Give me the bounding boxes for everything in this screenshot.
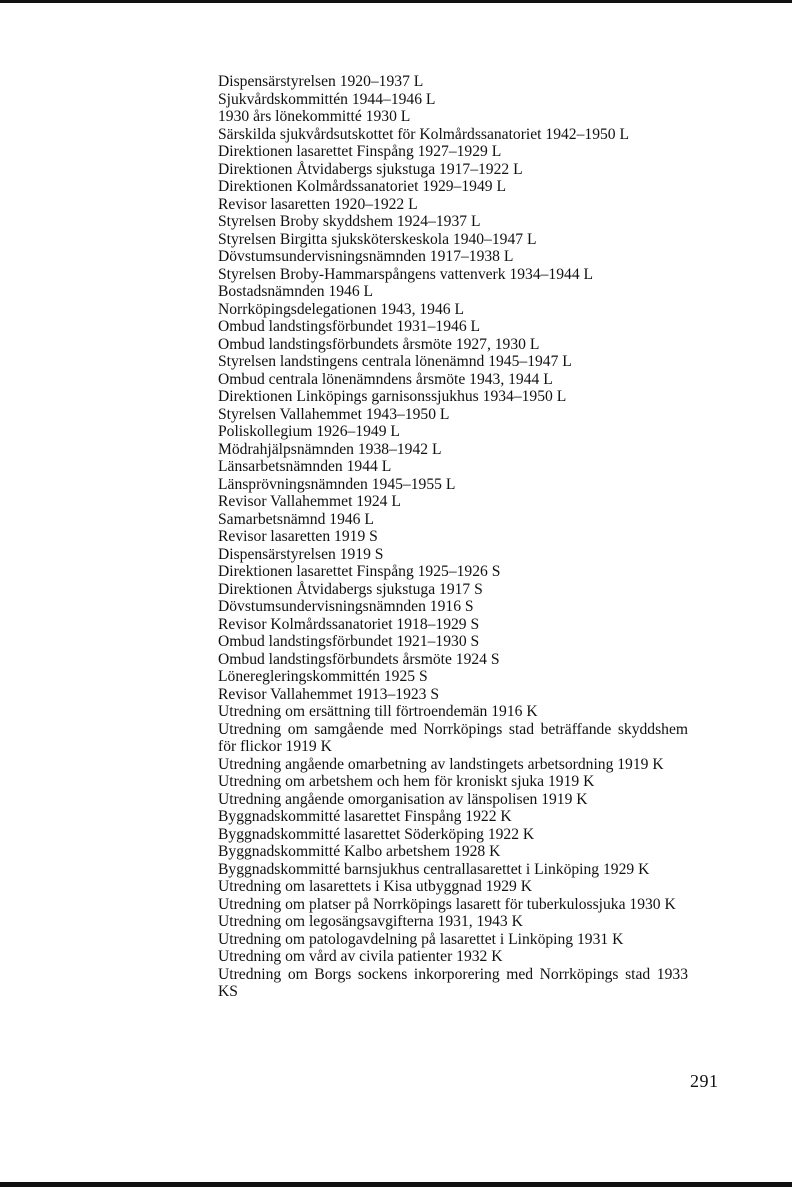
list-item: Styrelsen Vallahemmet 1943–1950 L — [218, 405, 450, 423]
list-item: Utredning om lasarettets i Kisa utbyggnad 1929 K — [218, 878, 532, 895]
top-border-rule — [0, 0, 792, 3]
list-item: Mödrahjälpsnämnden 1938–1942 L — [218, 440, 442, 458]
list-item: Löneregleringskommittén 1925 S — [218, 668, 428, 685]
list-item: Dispensärstyrelsen 1920–1937 L — [218, 73, 424, 90]
list-item: Utredning om patologavdelning på lasarettet i Linköping 1931 K — [218, 930, 624, 948]
list-item: Styrelsen landstingens centrala lönenämnd 1945–1947 L — [218, 353, 572, 370]
list-item: Länsprövningsnämnden 1945–1955 L — [218, 475, 456, 493]
list-item: Utredning om ersättning till förtroendemän 1916 K — [218, 703, 538, 720]
list-item: Poliskollegium 1926–1949 L — [218, 423, 400, 440]
committee-list — [218, 73, 688, 1001]
list-item: Utredning om platser på Norrköpings lasarett för tuberkulossjuka 1930 K — [218, 895, 676, 913]
list-item: Byggnadskommitté barnsjukhus centrallasarettet i Linköping 1929 K — [218, 860, 650, 878]
list-item: Ombud landstingsförbundets årsmöte 1927, 1930 L — [218, 335, 540, 353]
list-item: Direktionen lasarettet Finspång 1927–1929 L — [218, 143, 502, 160]
list-item: Utredning om Borgs sockens inkorporering med Norrköpings stad 1933 KS — [218, 965, 688, 1000]
list-item: Norrköpingsdelegationen 1943, 1946 L — [218, 300, 464, 318]
list-item: Styrelsen Broby-Hammarspångens vattenverk 1934–1944 L — [218, 265, 594, 283]
list-item: Bostadsnämnden 1946 L — [218, 283, 374, 300]
list-item: Sjukvårdskommittén 1944–1946 L — [218, 90, 436, 108]
list-item: Särskilda sjukvårdsutskottet för Kolmårdssanatoriet 1942–1950 L — [218, 125, 630, 143]
list-item: 1930 års lönekommitté 1930 L — [218, 108, 411, 125]
list-item: Direktionen Åtvidabergs sjukstuga 1917 S — [218, 580, 483, 598]
list-item: Utredning angående omorganisation av länspolisen 1919 K — [218, 790, 588, 808]
bottom-border-rule — [0, 1182, 792, 1187]
list-item: Direktionen Linköpings garnisonssjukhus 1934–1950 L — [218, 388, 567, 405]
list-item: Revisor lasaretten 1920–1922 L — [218, 195, 418, 213]
list-item: Dövstumsundervisningsnämnden 1916 S — [218, 598, 474, 615]
list-item: Ombud centrala lönenämndens årsmöte 1943, 1944 L — [218, 370, 553, 388]
list-item: Byggnadskommitté lasarettet Finspång 1922 K — [218, 808, 512, 825]
list-item: Styrelsen Broby skyddshem 1924–1937 L — [218, 213, 481, 230]
list-item: Ombud landstingsförbundet 1921–1930 S — [218, 633, 480, 650]
list-item: Samarbetsnämnd 1946 L — [218, 510, 374, 528]
list-item: Revisor Kolmårdssanatoriet 1918–1929 S — [218, 615, 480, 633]
list-item: Byggnadskommitté Kalbo arbetshem 1928 K — [218, 843, 501, 860]
list-item: Byggnadskommitté lasarettet Söderköping 1922 K — [218, 825, 535, 843]
list-item: Utredning om samgående med Norrköpings stad beträffande skyddshem för flickor 1919 K — [218, 720, 688, 755]
list-item: Ombud landstingsförbundets årsmöte 1924 S — [218, 650, 500, 668]
list-item: Ombud landstingsförbundet 1931–1946 L — [218, 318, 481, 335]
list-item: Utredning om legosängsavgifterna 1931, 1943 K — [218, 913, 523, 930]
list-item: Länsarbetsnämnden 1944 L — [218, 458, 392, 475]
list-item: Revisor Vallahemmet 1913–1923 S — [218, 685, 440, 703]
page-number: 291 — [690, 1071, 719, 1091]
list-item: Styrelsen Birgitta sjuksköterskeskola 1940–1947 L — [218, 230, 537, 248]
list-item: Dispensärstyrelsen 1919 S — [218, 545, 384, 563]
list-item: Direktionen Åtvidabergs sjukstuga 1917–1922 L — [218, 160, 523, 178]
list-item: Revisor Vallahemmet 1924 L — [218, 493, 401, 510]
list-item: Direktionen Kolmårdssanatoriet 1929–1949 L — [218, 178, 506, 195]
list-item: Utredning om vård av civila patienter 1932 K — [218, 948, 503, 965]
list-item: Utredning om arbetshem och hem för kroniskt sjuka 1919 K — [218, 773, 595, 790]
list-item: Dövstumsundervisningsnämnden 1917–1938 L — [218, 248, 514, 265]
list-item: Direktionen lasarettet Finspång 1925–1926 S — [218, 563, 501, 580]
list-item: Revisor lasaretten 1919 S — [218, 528, 378, 545]
list-item: Utredning angående omarbetning av landstingets arbetsordning 1919 K — [218, 755, 664, 773]
